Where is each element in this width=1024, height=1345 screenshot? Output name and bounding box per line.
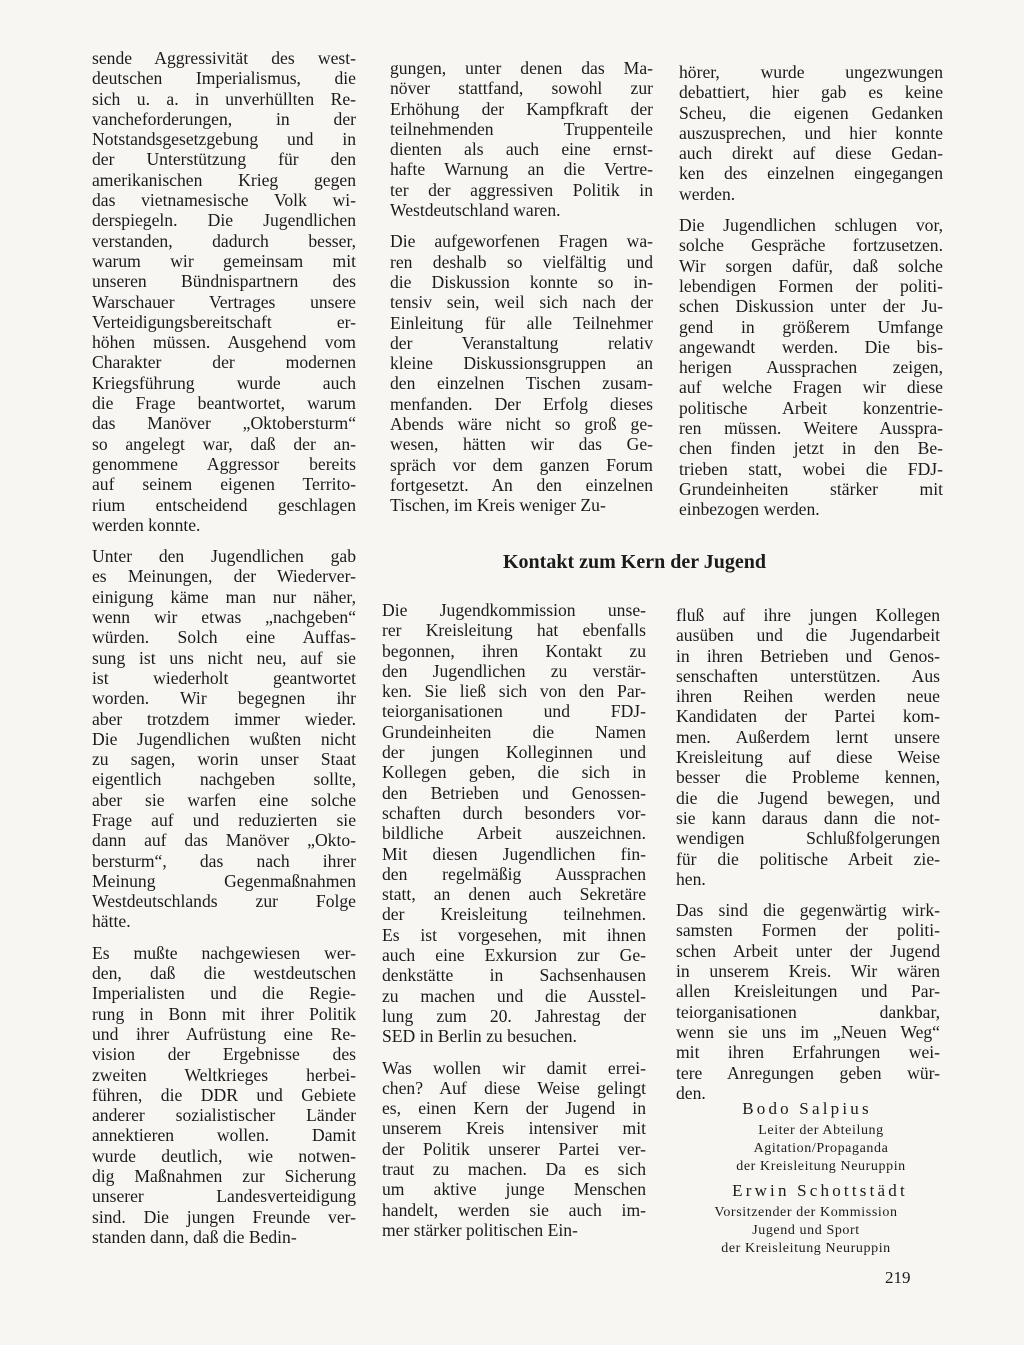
text-line: Was wollen wir damit errei- <box>382 1057 646 1078</box>
text-line: Scheu, die eigenen Gedanken <box>679 102 943 123</box>
text-line: Frage auf und reduzierten sie <box>92 809 356 830</box>
text-line: worden. Wir begegnen ihr <box>92 688 356 709</box>
text-line: fortgesetzt. An den einzelnen <box>390 474 653 495</box>
paragraph <box>676 605 940 889</box>
text-line: Meinung Gegenmaßnahmen <box>92 870 356 891</box>
text-line: derspiegeln. Die Jugendlichen <box>92 210 356 231</box>
text-line: verstanden, dadurch besser, <box>92 230 356 251</box>
text-line: hörer, wurde ungezwungen <box>679 62 943 82</box>
paragraph <box>679 62 943 204</box>
text-line: zweiten Weltkrieges herbei- <box>92 1064 356 1085</box>
paragraph <box>679 215 943 519</box>
text-line: auf seinem eigenen Territo- <box>92 474 356 495</box>
text-line: Die Jugendlichen wußten nicht <box>92 728 356 749</box>
text-line: sie kann daraus dann die not- <box>676 807 940 828</box>
text-line: sende Aggressivität des west- <box>92 48 356 68</box>
text-line: in ihren Betrieben und Genos- <box>676 645 940 666</box>
paragraph <box>382 600 646 1047</box>
text-line: schaften durch besonders vor- <box>382 802 646 823</box>
text-line: fluß auf ihre jungen Kollegen <box>676 605 940 625</box>
text-line: SED in Berlin zu besuchen. <box>382 1026 577 1047</box>
text-line: dienten als auch eine ernst- <box>390 139 653 160</box>
text-line: genommene Aggressor bereits <box>92 453 356 474</box>
text-line: Verteidigungsbereitschaft er- <box>92 311 356 332</box>
text-line: würden. Solch eine Auffas- <box>92 627 356 648</box>
text-line: annektieren wollen. Damit <box>92 1125 356 1146</box>
text-line: Imperialisten und die Regie- <box>92 983 356 1004</box>
text-line: auf welche Fragen wir diese <box>679 377 943 398</box>
text-line: Tischen, im Kreis weniger Zu- <box>390 495 606 516</box>
text-line: növer stattfand, sowohl zur <box>390 78 653 99</box>
text-line: rung in Bonn mit ihrer Politik <box>92 1003 356 1024</box>
text-line: Das sind die gegenwärtig wirk- <box>676 900 940 921</box>
text-line: Kreisleitung auf diese Weise <box>676 747 940 768</box>
text-line: Abends wäre nicht so groß ge- <box>390 414 653 435</box>
signature-role-line: Jugend und Sport <box>752 1223 860 1238</box>
text-line: zu sagen, worin unser Staat <box>92 749 356 770</box>
text-line: Die Jugendkommission unse- <box>382 600 646 620</box>
text-line: Westdeutschlands zur Folge <box>92 891 356 912</box>
text-line: den Betrieben und Genossen- <box>382 782 646 803</box>
text-line: unserem Kreis intensiver mit <box>382 1118 646 1139</box>
text-line: für die politische Arbeit zie- <box>676 848 940 869</box>
paragraph <box>92 546 356 932</box>
text-line: tensiv sein, weil sich nach der <box>390 292 653 313</box>
text-line: ihren Reihen werden neue <box>676 686 940 707</box>
text-line: ist wiederholt geantwortet <box>92 667 356 688</box>
paragraph <box>676 900 940 1103</box>
text-line: dann auf das Manöver „Okto- <box>92 830 356 851</box>
signature-role-line: der Kreisleitung Neuruppin <box>721 1241 891 1256</box>
text-line: gend in größerem Umfange <box>679 316 943 337</box>
text-line: vancheforderungen, in der <box>92 108 356 129</box>
text-line: warum wir gemeinsam mit <box>92 250 356 271</box>
text-line: herigen Aussprachen zeigen, <box>679 357 943 378</box>
text-line: Charakter der modernen <box>92 352 356 373</box>
text-line: Wir sorgen dafür, daß solche <box>679 255 943 276</box>
text-line: die die Jugend bewegen, und <box>676 787 940 808</box>
paragraph <box>390 58 653 220</box>
signature-role-line: Agitation/Propaganda <box>753 1141 889 1156</box>
text-line: um aktive junge Menschen <box>382 1179 646 1200</box>
text-line: men. Außerdem lernt unsere <box>676 726 940 747</box>
text-line: Grundeinheiten die Namen <box>382 721 646 742</box>
text-line: so angelegt war, daß der an- <box>92 433 356 454</box>
text-line: hafte Warnung an die Vertre- <box>390 159 653 180</box>
text-line: standen dann, daß die Bedin- <box>92 1226 297 1247</box>
signature-bodo-salpius <box>732 1099 882 1119</box>
text-line: zu machen und die Ausstel- <box>382 985 646 1006</box>
text-line: Kandidaten der Partei kom- <box>676 706 940 727</box>
text-line: auch direkt auf diese Gedan- <box>679 143 943 164</box>
signature-erwin-schottstaedt <box>703 1181 937 1201</box>
text-line: Einleitung für alle Teilnehmer <box>390 312 653 333</box>
text-line: Die aufgeworfenen Fragen wa- <box>390 231 653 252</box>
text-line: angewandt werden. Die bis- <box>679 336 943 357</box>
text-line: den Jugendlichen zu verstär- <box>382 660 646 681</box>
text-line: hätte. <box>92 911 131 932</box>
text-line: führen, die DDR und Gebiete <box>92 1084 356 1105</box>
page-number: 219 <box>885 1268 911 1287</box>
signature-role-line: Vorsitzender der Kommission <box>714 1205 898 1220</box>
text-line: aber sie warfen eine solche <box>92 789 356 810</box>
text-line: ter der aggressiven Politik in <box>390 179 653 200</box>
text-line: bildliche Arbeit auszeichnen. <box>382 823 646 844</box>
text-line: höhen müssen. Ausgehend vom <box>92 332 356 353</box>
text-line: unserer Landesverteidigung <box>92 1186 356 1207</box>
text-line: Mit diesen Jugendlichen fin- <box>382 843 646 864</box>
text-line: handelt, werden sie auch im- <box>382 1199 646 1220</box>
text-line: Westdeutschland waren. <box>390 200 561 221</box>
text-line: tere Anregungen geben wür- <box>676 1062 940 1083</box>
column-2 <box>390 58 653 527</box>
text-line: es Meinungen, der Wiederver- <box>92 566 356 587</box>
text-line: ken. Sie ließ sich von den Par- <box>382 681 646 702</box>
text-line: einbezogen werden. <box>679 499 820 520</box>
text-line: teilnehmenden Truppenteile <box>390 118 653 139</box>
text-line: sung ist uns nicht neu, auf sie <box>92 647 356 668</box>
text-line: teiorganisationen dankbar, <box>676 1001 940 1022</box>
text-line: amerikanischen Krieg gegen <box>92 169 356 190</box>
text-line: lung zum 20. Jahrestag der <box>382 1005 646 1026</box>
text-line: samsten Formen der politi- <box>676 920 940 941</box>
text-line: der jungen Kolleginnen und <box>382 742 646 763</box>
text-line: anderer sozialistischer Länder <box>92 1105 356 1126</box>
text-line: unseren Bündnispartnern des <box>92 271 356 292</box>
signature-role-line: der Kreisleitung Neuruppin <box>736 1159 906 1174</box>
text-line: rium entscheidend geschlagen <box>92 494 356 515</box>
text-line: der Politik unserer Partei ver- <box>382 1138 646 1159</box>
signature-name: Erwin Schottstädt <box>732 1181 908 1200</box>
text-line: aber trotzdem immer wieder. <box>92 708 356 729</box>
text-line: die Diskussion konnte so in- <box>390 271 653 292</box>
text-line: wurde deutlich, wie notwen- <box>92 1145 356 1166</box>
text-line: ausüben und die Jugendarbeit <box>676 625 940 646</box>
text-line: sich u. a. in unverhüllten Re- <box>92 88 356 109</box>
section-heading: Kontakt zum Kern der Jugend <box>503 551 766 573</box>
text-line: wenn sie uns im „Neuen Weg“ <box>676 1021 940 1042</box>
text-line: den regelmäßig Aussprachen <box>382 863 646 884</box>
column-5 <box>676 605 940 1114</box>
text-line: der Kreisleitung teilnehmen. <box>382 904 646 925</box>
text-line: den, daß die westdeutschen <box>92 963 356 984</box>
text-line: werden. <box>679 183 736 204</box>
signature-name: Bodo Salpius <box>742 1099 872 1118</box>
text-line: vision der Ergebnisse des <box>92 1044 356 1065</box>
text-line: einigung käme man nur näher, <box>92 586 356 607</box>
text-line: wesen, hätten wir das Ge- <box>390 434 653 455</box>
text-line: hen. <box>676 868 706 889</box>
text-line: Die Jugendlichen schlugen vor, <box>679 215 943 236</box>
text-line: denkstätte in Sachsenhausen <box>382 965 646 986</box>
text-line: ken des einzelnen eingegangen <box>679 163 943 184</box>
text-line: schen Diskussion unter der Ju- <box>679 296 943 317</box>
text-line: wenn wir etwas „nachgeben“ <box>92 607 356 628</box>
text-line: Unter den Jugendlichen gab <box>92 546 356 567</box>
text-line: auch eine Exkursion zur Ge- <box>382 945 646 966</box>
text-line: senschaften unterstützen. Aus <box>676 665 940 686</box>
text-line: Kollegen geben, die sich in <box>382 762 646 783</box>
text-line: politische Arbeit konzentrie- <box>679 397 943 418</box>
text-line: Notstandsgesetzgebung und in <box>92 129 356 150</box>
text-line: spräch vor dem ganzen Forum <box>390 454 653 475</box>
text-line: chen finden jetzt in den Be- <box>679 438 943 459</box>
text-line: begonnen, ihren Kontakt zu <box>382 640 646 661</box>
paragraph <box>92 48 356 535</box>
text-line: den. <box>676 1082 706 1103</box>
text-line: der Veranstaltung relativ <box>390 332 653 353</box>
text-line: der Unterstützung für den <box>92 149 356 170</box>
column-3 <box>679 62 943 531</box>
column-1 <box>92 48 356 1258</box>
text-line: kleine Diskussionsgruppen an <box>390 353 653 374</box>
text-line: das vietnamesische Volk wi- <box>92 190 356 211</box>
text-line: chen? Auf diese Weise gelingt <box>382 1077 646 1098</box>
text-line: statt, an denen auch Sekretäre <box>382 884 646 905</box>
text-line: das Manöver „Oktobersturm“ <box>92 413 356 434</box>
text-line: lebendigen Formen der politi- <box>679 275 943 296</box>
text-line: traut zu machen. Da es sich <box>382 1159 646 1180</box>
paragraph <box>390 231 653 515</box>
text-line: bersturm“, das nach ihrer <box>92 850 356 871</box>
text-line: debattiert, hier gab es keine <box>679 82 943 103</box>
text-line: ren deshalb so vielfältig und <box>390 251 653 272</box>
text-line: Es mußte nachgewiesen wer- <box>92 942 356 963</box>
signature-role-block <box>680 1204 932 1258</box>
text-line: wendigen Schlußfolgerungen <box>676 828 940 849</box>
paragraph <box>382 1058 646 1241</box>
signature-role-block <box>708 1122 934 1176</box>
text-line: rer Kreisleitung hat ebenfalls <box>382 620 646 641</box>
text-line: und ihrer Aufrüstung eine Re- <box>92 1023 356 1044</box>
text-line: Erhöhung der Kampfkraft der <box>390 98 653 119</box>
text-line: dig Maßnahmen zur Sicherung <box>92 1166 356 1187</box>
text-line: die Frage beantwortet, warum <box>92 393 356 414</box>
column-4 <box>382 600 646 1251</box>
text-line: es, einen Kern der Jugend in <box>382 1098 646 1119</box>
text-line: auszusprechen, und hier konnte <box>679 122 943 143</box>
text-line: Warschauer Vertrages unsere <box>92 291 356 312</box>
text-line: teiorganisationen und FDJ- <box>382 701 646 722</box>
text-line: gungen, unter denen das Ma- <box>390 58 653 78</box>
text-line: besser die Probleme kennen, <box>676 767 940 788</box>
text-line: menfanden. Der Erfolg dieses <box>390 393 653 414</box>
text-line: Grundeinheiten stärker mit <box>679 478 943 499</box>
text-line: allen Kreisleitungen und Par- <box>676 981 940 1002</box>
signature-role-line: Leiter der Abteilung <box>758 1123 884 1138</box>
text-line: mer stärker politischen Ein- <box>382 1219 578 1240</box>
paragraph <box>92 943 356 1247</box>
text-line: solche Gespräche fortzusetzen. <box>679 235 943 256</box>
text-line: in unserem Kreis. Wir wären <box>676 961 940 982</box>
text-line: Kriegsführung wurde auch <box>92 372 356 393</box>
text-line: deutschen Imperialismus, die <box>92 68 356 89</box>
text-line: eigentlich nachgeben sollte, <box>92 769 356 790</box>
text-line: ren müssen. Weitere Ausspra- <box>679 418 943 439</box>
text-line: den einzelnen Tischen zusam- <box>390 373 653 394</box>
text-line: werden konnte. <box>92 514 201 535</box>
text-line: mit ihren Erfahrungen wei- <box>676 1042 940 1063</box>
text-line: schen Arbeit unter der Jugend <box>676 940 940 961</box>
text-line: sind. Die jungen Freunde ver- <box>92 1206 356 1227</box>
text-line: trieben statt, wobei die FDJ- <box>679 458 943 479</box>
text-line: Es ist vorgesehen, mit ihnen <box>382 924 646 945</box>
